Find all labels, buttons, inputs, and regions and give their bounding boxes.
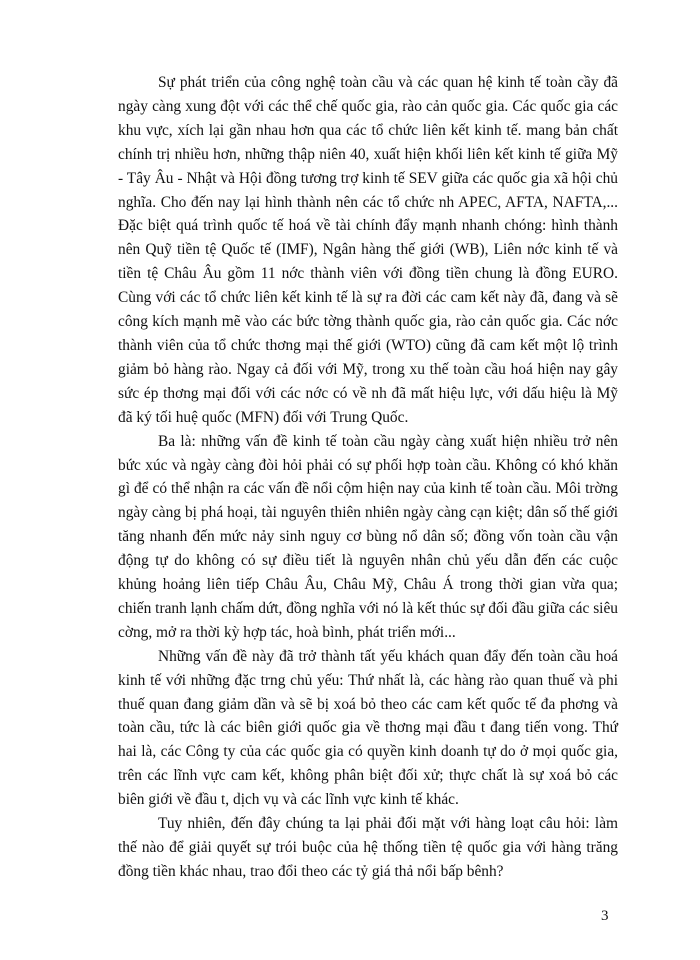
body-text xyxy=(118,71,618,884)
page-number: 3 xyxy=(601,908,609,924)
paragraph-1: Sự phát triển của công nghệ toàn cầu và các quan hệ kinh tế toàn cầy đã ngày càng xung đột với các thể chế quốc gia, rào cản quốc gia. Các quốc gia các khu vực, xích lại gần nhau hơn qua các tổ chức liên kết kinh tế. mang bản chất chính trị nhiều hơn, những thập niên 40, xuất hiện khối liên kết kinh tế giữa Mỹ - Tây Âu - Nhật và Hội đồng tương trợ kinh tế SEV giữa các quốc gia xã hội chủ nghĩa. Cho đến nay lại hình thành nên các tổ chức nh APEC, AFTA, NAFTA,... Đặc biệt quá trình quốc tế hoá về tài chính đẩy mạnh nhanh chóng: hình thành nên Quỹ tiền tệ Quốc tế (IMF), Ngân hàng thế giới (WB), Liên nớc kinh tế và tiền tệ Châu Âu gồm 11 nớc thành viên với đồng tiền chung là đồng EURO. Cùng với các tổ chức liên kết kinh tế là sự ra đời các cam kết này đã, đang và sẽ công kích mạnh mẽ vào các bức tờng thành quốc gia, rào cản quốc gia. Các nớc thành viên của tổ chức thơng mại thế giới (WTO) cũng đã cam kết một lộ trình giảm bỏ hàng rào. Ngay cả đối với Mỹ, trong xu thế toàn cầu hoá hiện nay gây sức ép thơng mại đối với các nớc có về nh đã mất hiệu lực, với dấu hiệu là Mỹ đã ký tối huệ quốc (MFN) đối với Trung Quốc. xyxy=(118,74,618,426)
paragraph-3: Những vấn đề này đã trở thành tất yếu khách quan đẩy đến toàn cầu hoá kinh tế với những đặc trng chủ yếu: Thứ nhất là, các hàng rào quan thuế và phi thuế quan đang giảm dần và sẽ bị xoá bỏ theo các cam kết quốc tế đa phơng và toàn cầu, tức là các biên giới quốc gia về thơng mại đầu t đang tiến vong. Thứ hai là, các Công ty của các quốc gia có quyền kinh doanh tự do ở mọi quốc gia, trên các lĩnh vực cam kết, không phân biệt đối xử; thực chất là sự xoá bỏ các biên giới về đầu t, dịch vụ và các lĩnh vực kinh tế khác. xyxy=(118,647,618,809)
paragraph-4: Tuy nhiên, đến đây chúng ta lại phải đối mặt với hàng loạt câu hỏi: làm thế nào để giải quyết sự trói buộc của hệ thống tiền tệ quốc gia với hàng trăng đồng tiền khác nhau, trao đổi theo các tỷ giá thả nổi bấp bênh? xyxy=(118,815,618,880)
paragraph-2: Ba là: những vấn đề kinh tế toàn cầu ngày càng xuất hiện nhiều trở nên bức xúc và ngày càng đòi hỏi phải có sự phối hợp toàn cầu. Không có khó khăn gì để có thể nhận ra các vấn đề nổi cộm hiện nay của kinh tế toàn cầu. Môi trờng ngày càng bị phá hoại, tài nguyên thiên nhiên ngày càng cạn kiệt; dân số thế giới tăng nhanh đến mức nảy sinh nguy cơ bùng nổ dân số; đồng vốn toàn cầu vận động tự do không có sự điều tiết là nguyên nhân chủ yếu dẫn đến các cuộc khủng hoảng liên tiếp Châu Âu, Châu Mỹ, Châu Á trong thời gian vừa qua; chiến tranh lạnh chấm dứt, đồng nghĩa với nó là kết thúc sự đối đầu giữa các siêu cờng, mở ra thời kỳ hợp tác, hoà bình, phát triển mới... xyxy=(118,432,618,641)
